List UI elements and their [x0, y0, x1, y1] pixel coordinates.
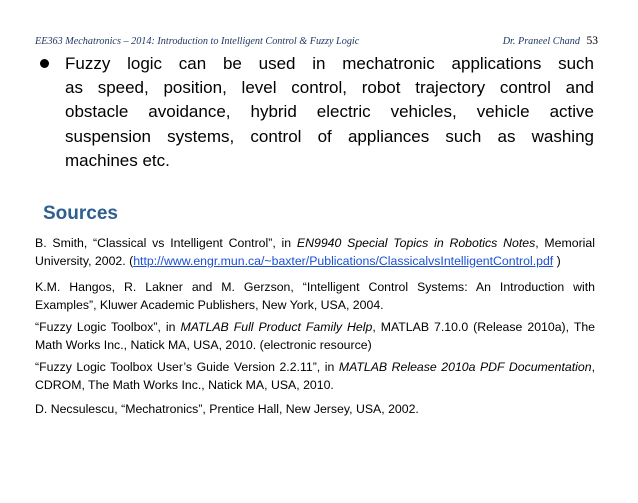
reference-line: Examples”, Kluwer Academic Publishers, New York, USA, 2004. [35, 297, 384, 312]
reference-text: , MATLAB 7.10.0 (Release 2010a), The [372, 320, 596, 334]
reference-text: , [591, 360, 595, 374]
reference-text: ) [553, 253, 561, 268]
header-right [503, 35, 598, 47]
reference-source-title: EN9940 Special Topics in Robotics Notes [296, 236, 536, 250]
bullet-line: obstacle avoidance, hybrid electric vehicles, vehicle active [65, 102, 594, 122]
page-number: 53 [586, 35, 598, 47]
bullet-line: suspension systems, control of appliances such as washing [65, 126, 594, 146]
reference-source-title: MATLAB Release 2010a PDF Documentation [338, 360, 592, 374]
reference-text: “Fuzzy Logic Toolbox”, in [35, 320, 181, 334]
reference-text: B. Smith, “Classical vs Intelligent Control”, in [35, 236, 297, 250]
reference-text: “Fuzzy Logic Toolbox User’s Guide Version 2.2.11”, in [35, 360, 339, 374]
reference-line [35, 235, 595, 253]
reference-line: Math Works Inc., Natick MA, USA, 2010. (electronic resource) [35, 337, 372, 352]
reference-item [35, 235, 595, 270]
reference-text: , Memorial [535, 236, 595, 250]
bullet-line: machines etc. [65, 150, 170, 170]
reference-link[interactable]: http://www.engr.mun.ca/~baxter/Publications/ClassicalvsIntelligentControl.pdf [133, 253, 554, 268]
reference-line: CDROM, The Math Works Inc., Natick MA, USA, 2010. [35, 377, 334, 392]
bullet-icon [40, 59, 49, 68]
course-title: EE363 Mechatronics – 2014: Introduction to Intelligent Control & Fuzzy Logic [35, 36, 360, 47]
reference-line [35, 253, 595, 271]
reference-line [35, 359, 595, 377]
reference-line: D. Necsulescu, “Mechatronics”, Prentice Hall, New Jersey, USA, 2002. [35, 402, 419, 416]
reference-item [35, 319, 595, 354]
reference-line [35, 319, 595, 337]
reference-item [35, 359, 595, 394]
bullet-text [65, 52, 594, 173]
reference-item [35, 279, 595, 314]
sources-heading: Sources [43, 203, 118, 224]
author-name: Dr. Praneel Chand [502, 36, 580, 47]
bullet-line: Fuzzy logic can be used in mechatronic applications such [65, 54, 594, 73]
reference-text: University, 2002. ( [35, 253, 134, 268]
reference-line: K.M. Hangos, R. Lakner and M. Gerzson, “Intelligent Control Systems: An Introduction with [35, 280, 595, 294]
bullet-line: as speed, position, level control, robot trajectory control and [65, 78, 594, 98]
reference-source-title: MATLAB Full Product Family Help [180, 320, 373, 334]
reference-item [35, 401, 595, 419]
